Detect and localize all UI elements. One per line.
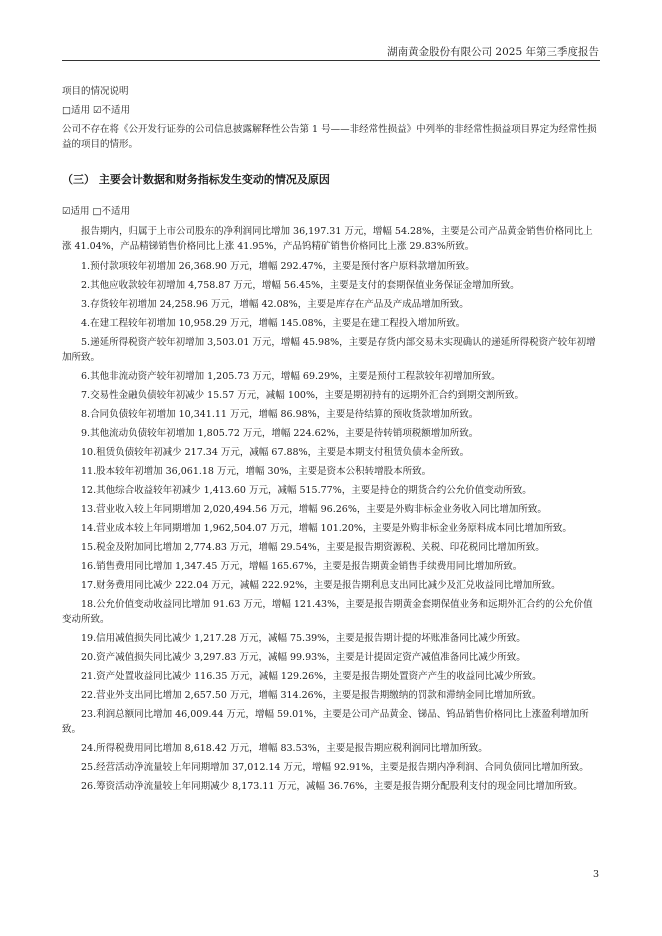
list-item: 15.税金及附加同比增加 2,774.83 万元，增幅 29.54%，主要是报告期资源税、关税、印花税同比增加所致。 bbox=[81, 542, 545, 553]
section-title: （三） 主要会计数据和财务指标发生变动的情况及原因 bbox=[62, 173, 330, 186]
list-item: 25.经营活动净流量较上年同期增加 37,012.14 万元，增幅 92.91%，主要是报告期内净利润、合同负债同比增加所致。 bbox=[81, 762, 589, 773]
list-item: 17.财务费用同比减少 222.04 万元，减幅 222.92%，主要是报告期利息支出同比减少及汇兑收益同比增加所致。 bbox=[81, 580, 561, 591]
nonrecurring-heading: 项目的情况说明 bbox=[62, 86, 129, 97]
nonrecurring-options: □适用 ☑不适用 bbox=[62, 105, 131, 116]
report-header-title: 湖南黄金股份有限公司 2025 年第三季度报告 bbox=[387, 46, 599, 58]
section-options: ☑适用 □不适用 bbox=[62, 206, 131, 217]
nonrecurring-note: 公司不存在将《公开发行证券的公司信息披露解释性公告第 1 号——非经常性损益》中列举的非经常性损益项目界定为经常性损益的项目的情形。 bbox=[62, 124, 597, 150]
list-item: 4.在建工程较年初增加 10,958.29 万元，增幅 145.08%，主要是在建工程投入增加所致。 bbox=[81, 318, 466, 329]
list-item: 26.筹资活动净流量较上年同期减少 8,173.11 万元，减幅 36.76%，主要是报告期分配股利支付的现金同比增加所致。 bbox=[81, 781, 583, 792]
list-item: 5.递延所得税资产较年初增加 3,503.01 万元，增幅 45.98%，主要是存货内部交易未实现确认的递延所得税资产较年初增加所致。 bbox=[62, 337, 596, 363]
list-item: 3.存货较年初增加 24,258.96 万元，增幅 42.08%，主要是库存在产品及产成品增加所致。 bbox=[81, 299, 469, 310]
change-items-list bbox=[62, 259, 600, 794]
list-item: 24.所得税费用同比增加 8,618.42 万元，增幅 83.53%，主要是报告期应税利润同比增加所致。 bbox=[81, 743, 488, 754]
list-item: 22.营业外支出同比增加 2,657.50 万元，增幅 314.26%，主要是报告期缴纳的罚款和滞纳金同比增加所致。 bbox=[81, 690, 542, 701]
list-item: 9.其他流动负债较年初增加 1,805.72 万元，增幅 224.62%，主要是待转销项税额增加所致。 bbox=[81, 428, 479, 439]
list-item: 2.其他应收款较年初增加 4,758.87 万元，增幅 56.45%，主要是支付的套期保值业务保证金增加所致。 bbox=[81, 280, 520, 291]
list-item: 16.销售费用同比增加 1,347.45 万元，增幅 165.67%，主要是报告期黄金销售手续费用同比增加所致。 bbox=[81, 561, 523, 572]
list-item: 19.信用减值损失同比减少 1,217.28 万元，减幅 75.39%，主要是报告期计提的坏账准备同比减少所致。 bbox=[81, 633, 526, 644]
list-item: 18.公允价值变动收益同比增加 91.63 万元，增幅 121.43%，主要是报告期黄金套期保值业务和远期外汇合约的公允价值变动所致。 bbox=[62, 599, 593, 625]
list-item: 11.股本较年初增加 36,061.18 万元，增幅 30%，主要是资本公积转增股本所致。 bbox=[81, 466, 432, 477]
intro-paragraph: 报告期内，归属于上市公司股东的净利润同比增加 36,197.31 万元，增幅 54.28%，主要是公司产品黄金销售价格同比上涨 41.04%，产品精锑销售价格同比上涨 41.95%，产品钨精矿销售价格同比上涨 29.83%所致。 bbox=[62, 226, 593, 252]
list-item: 7.交易性金融负债较年初减少 15.57 万元，减幅 100%，主要是期初持有的远期外汇合约到期交割所致。 bbox=[81, 390, 524, 401]
page-number: 3 bbox=[592, 869, 599, 880]
list-item: 1.预付款项较年初增加 26,368.90 万元，增幅 292.47%，主要是预付客户原料款增加所致。 bbox=[81, 261, 475, 272]
list-item: 21.资产处置收益同比减少 116.35 万元，减幅 129.26%，主要是报告期处置资产产生的收益同比减少所致。 bbox=[81, 671, 542, 682]
list-item: 10.租赁负债较年初减少 217.34 万元，减幅 67.88%，主要是本期支付租赁负债本金所致。 bbox=[81, 447, 470, 458]
page-content bbox=[62, 84, 600, 798]
list-item: 13.营业收入较上年同期增加 2,020,494.56 万元，增幅 96.26%，主要是外购非标金业务收入同比增加所致。 bbox=[81, 504, 547, 515]
list-item: 12.其他综合收益较年初减少 1,413.60 万元，减幅 515.77%，主要是持仓的期货合约公允价值变动所致。 bbox=[81, 485, 532, 496]
list-item: 23.利润总额同比增加 46,009.44 万元，增幅 59.01%，主要是公司产品黄金、锑品、钨品销售价格同比上涨盈利增加所致。 bbox=[62, 709, 589, 735]
list-item: 8.合同负债较年初增加 10,341.11 万元，增幅 86.98%，主要是待结算的预收货款增加所致。 bbox=[81, 409, 479, 420]
list-item: 14.营业成本较上年同期增加 1,962,504.07 万元，增幅 101.20%，主要是外购非标金业务原料成本同比增加所致。 bbox=[81, 523, 572, 534]
header-divider bbox=[62, 60, 600, 61]
list-item: 6.其他非流动资产较年初增加 1,205.73 万元，增幅 69.29%，主要是预付工程款较年初增加所致。 bbox=[81, 371, 501, 382]
list-item: 20.资产减值损失同比减少 3,297.83 万元，减幅 99.93%，主要是计提固定资产减值准备同比减少所致。 bbox=[81, 652, 526, 663]
